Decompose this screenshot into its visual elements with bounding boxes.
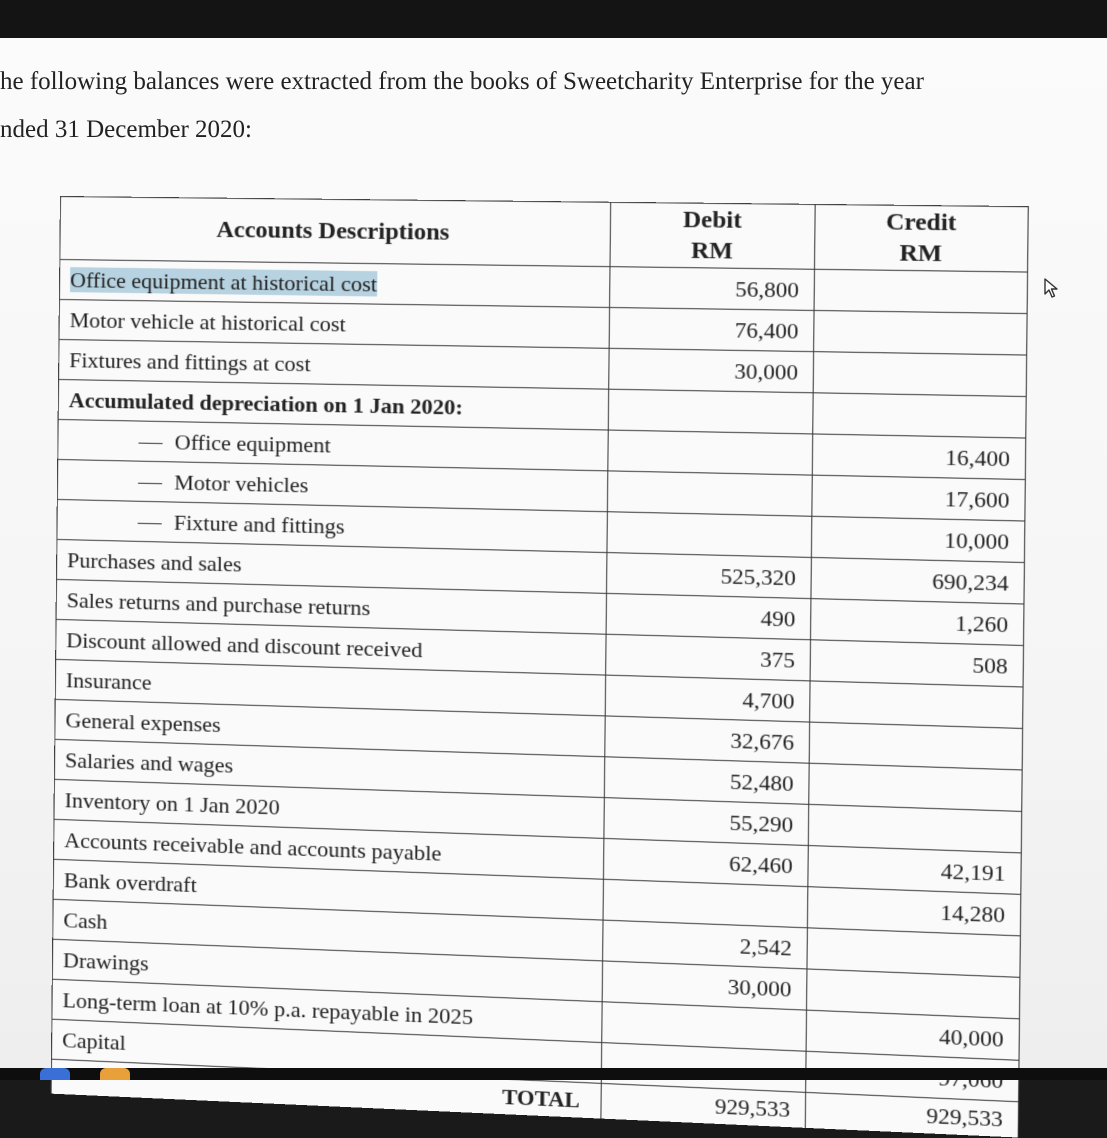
dash-icon	[138, 523, 162, 525]
dash-icon	[138, 443, 162, 444]
row-debit: 55,290	[604, 798, 809, 846]
row-debit: 4,700	[605, 675, 810, 722]
row-credit: 508	[810, 640, 1023, 687]
row-debit: 2,542	[603, 920, 808, 969]
dash-icon	[138, 483, 162, 485]
row-credit	[809, 763, 1022, 811]
row-debit: 56,800	[610, 267, 815, 311]
row-debit: 52,480	[604, 757, 809, 805]
row-debit: 32,676	[605, 716, 810, 763]
row-debit	[608, 389, 813, 434]
monitor-top-bezel	[0, 0, 1107, 38]
row-credit: 40,000	[806, 1010, 1019, 1060]
row-debit: 76,400	[609, 307, 814, 351]
row-credit	[809, 722, 1022, 770]
row-description: Bank overdraft	[53, 859, 603, 920]
header-credit-unit: RM	[899, 239, 943, 268]
row-description-text: Fixture and fittings	[173, 509, 345, 539]
row-description: Accumulated depreciation on 1 Jan 2020:	[58, 379, 609, 430]
row-description: Discount allowed and discount received	[56, 619, 606, 675]
header-debit-label: Debit	[682, 206, 742, 234]
row-description-text: Motor vehicles	[174, 468, 309, 497]
header-debit	[610, 202, 815, 269]
row-description: Cash	[53, 899, 603, 961]
row-credit: 14,280	[807, 887, 1020, 936]
cursor-icon	[1040, 276, 1064, 300]
header-description: Accounts Descriptions	[60, 197, 611, 267]
intro-paragraph	[0, 58, 1060, 154]
row-description: Accounts receivable and accounts payable	[54, 819, 604, 879]
row-description-text: Office equipment	[174, 428, 331, 458]
row-description: Drawings	[52, 939, 602, 1001]
row-debit: 525,320	[607, 553, 812, 599]
row-credit	[814, 269, 1028, 313]
row-credit	[808, 804, 1021, 853]
row-debit: 490	[606, 593, 811, 639]
header-debit-unit: RM	[690, 237, 734, 265]
row-credit: 1,260	[811, 599, 1024, 646]
row-description: Motor vehicle at historical cost	[59, 299, 610, 348]
row-description: Inventory on 1 Jan 2020	[54, 779, 604, 838]
total-label: TOTAL	[51, 1059, 601, 1118]
taskbar-app-icon[interactable]	[40, 1068, 70, 1080]
row-debit: 62,460	[603, 838, 808, 886]
row-description: Purchases and sales	[56, 539, 606, 593]
row-debit	[607, 512, 812, 558]
row-debit: 30,000	[602, 961, 807, 1010]
header-credit-label: Credit	[885, 208, 957, 237]
balances-table-wrapper	[51, 196, 1033, 1132]
row-credit: 17,600	[812, 475, 1025, 521]
row-description: General expenses	[55, 699, 605, 756]
intro-line-2: nded 31 December 2020:	[0, 116, 253, 143]
row-credit	[814, 310, 1028, 355]
row-credit: 690,234	[811, 557, 1024, 604]
balances-table	[51, 196, 1029, 1138]
row-credit: 10,000	[811, 516, 1024, 562]
intro-line-1: he following balances were extracted from the books of Sweetcharity Enterprise for the year	[0, 68, 924, 95]
row-credit	[813, 393, 1026, 438]
total-credit: 929,533	[805, 1092, 1018, 1137]
header-credit	[814, 204, 1028, 272]
row-credit	[810, 681, 1023, 729]
total-debit: 929,533	[601, 1083, 806, 1127]
row-description: Capital	[51, 1019, 601, 1083]
row-credit	[813, 352, 1026, 397]
row-credit: 42,191	[808, 846, 1021, 895]
highlighted-text: Office equipment at historical cost	[69, 266, 378, 297]
row-debit: 375	[606, 634, 811, 681]
row-credit: 16,400	[812, 434, 1025, 480]
row-debit	[608, 430, 813, 475]
row-description: Long-term loan at 10% p.a. repayable in 2025	[52, 979, 602, 1042]
row-description: Sales returns and purchase returns	[56, 579, 606, 634]
taskbar-app-icon[interactable]	[100, 1068, 130, 1080]
row-debit	[607, 471, 812, 516]
row-description: Fixtures and fittings at cost	[59, 339, 610, 389]
taskbar	[0, 1068, 1107, 1080]
row-description: Insurance	[55, 659, 605, 716]
row-description: Salaries and wages	[54, 739, 604, 797]
row-debit: 30,000	[609, 348, 814, 392]
